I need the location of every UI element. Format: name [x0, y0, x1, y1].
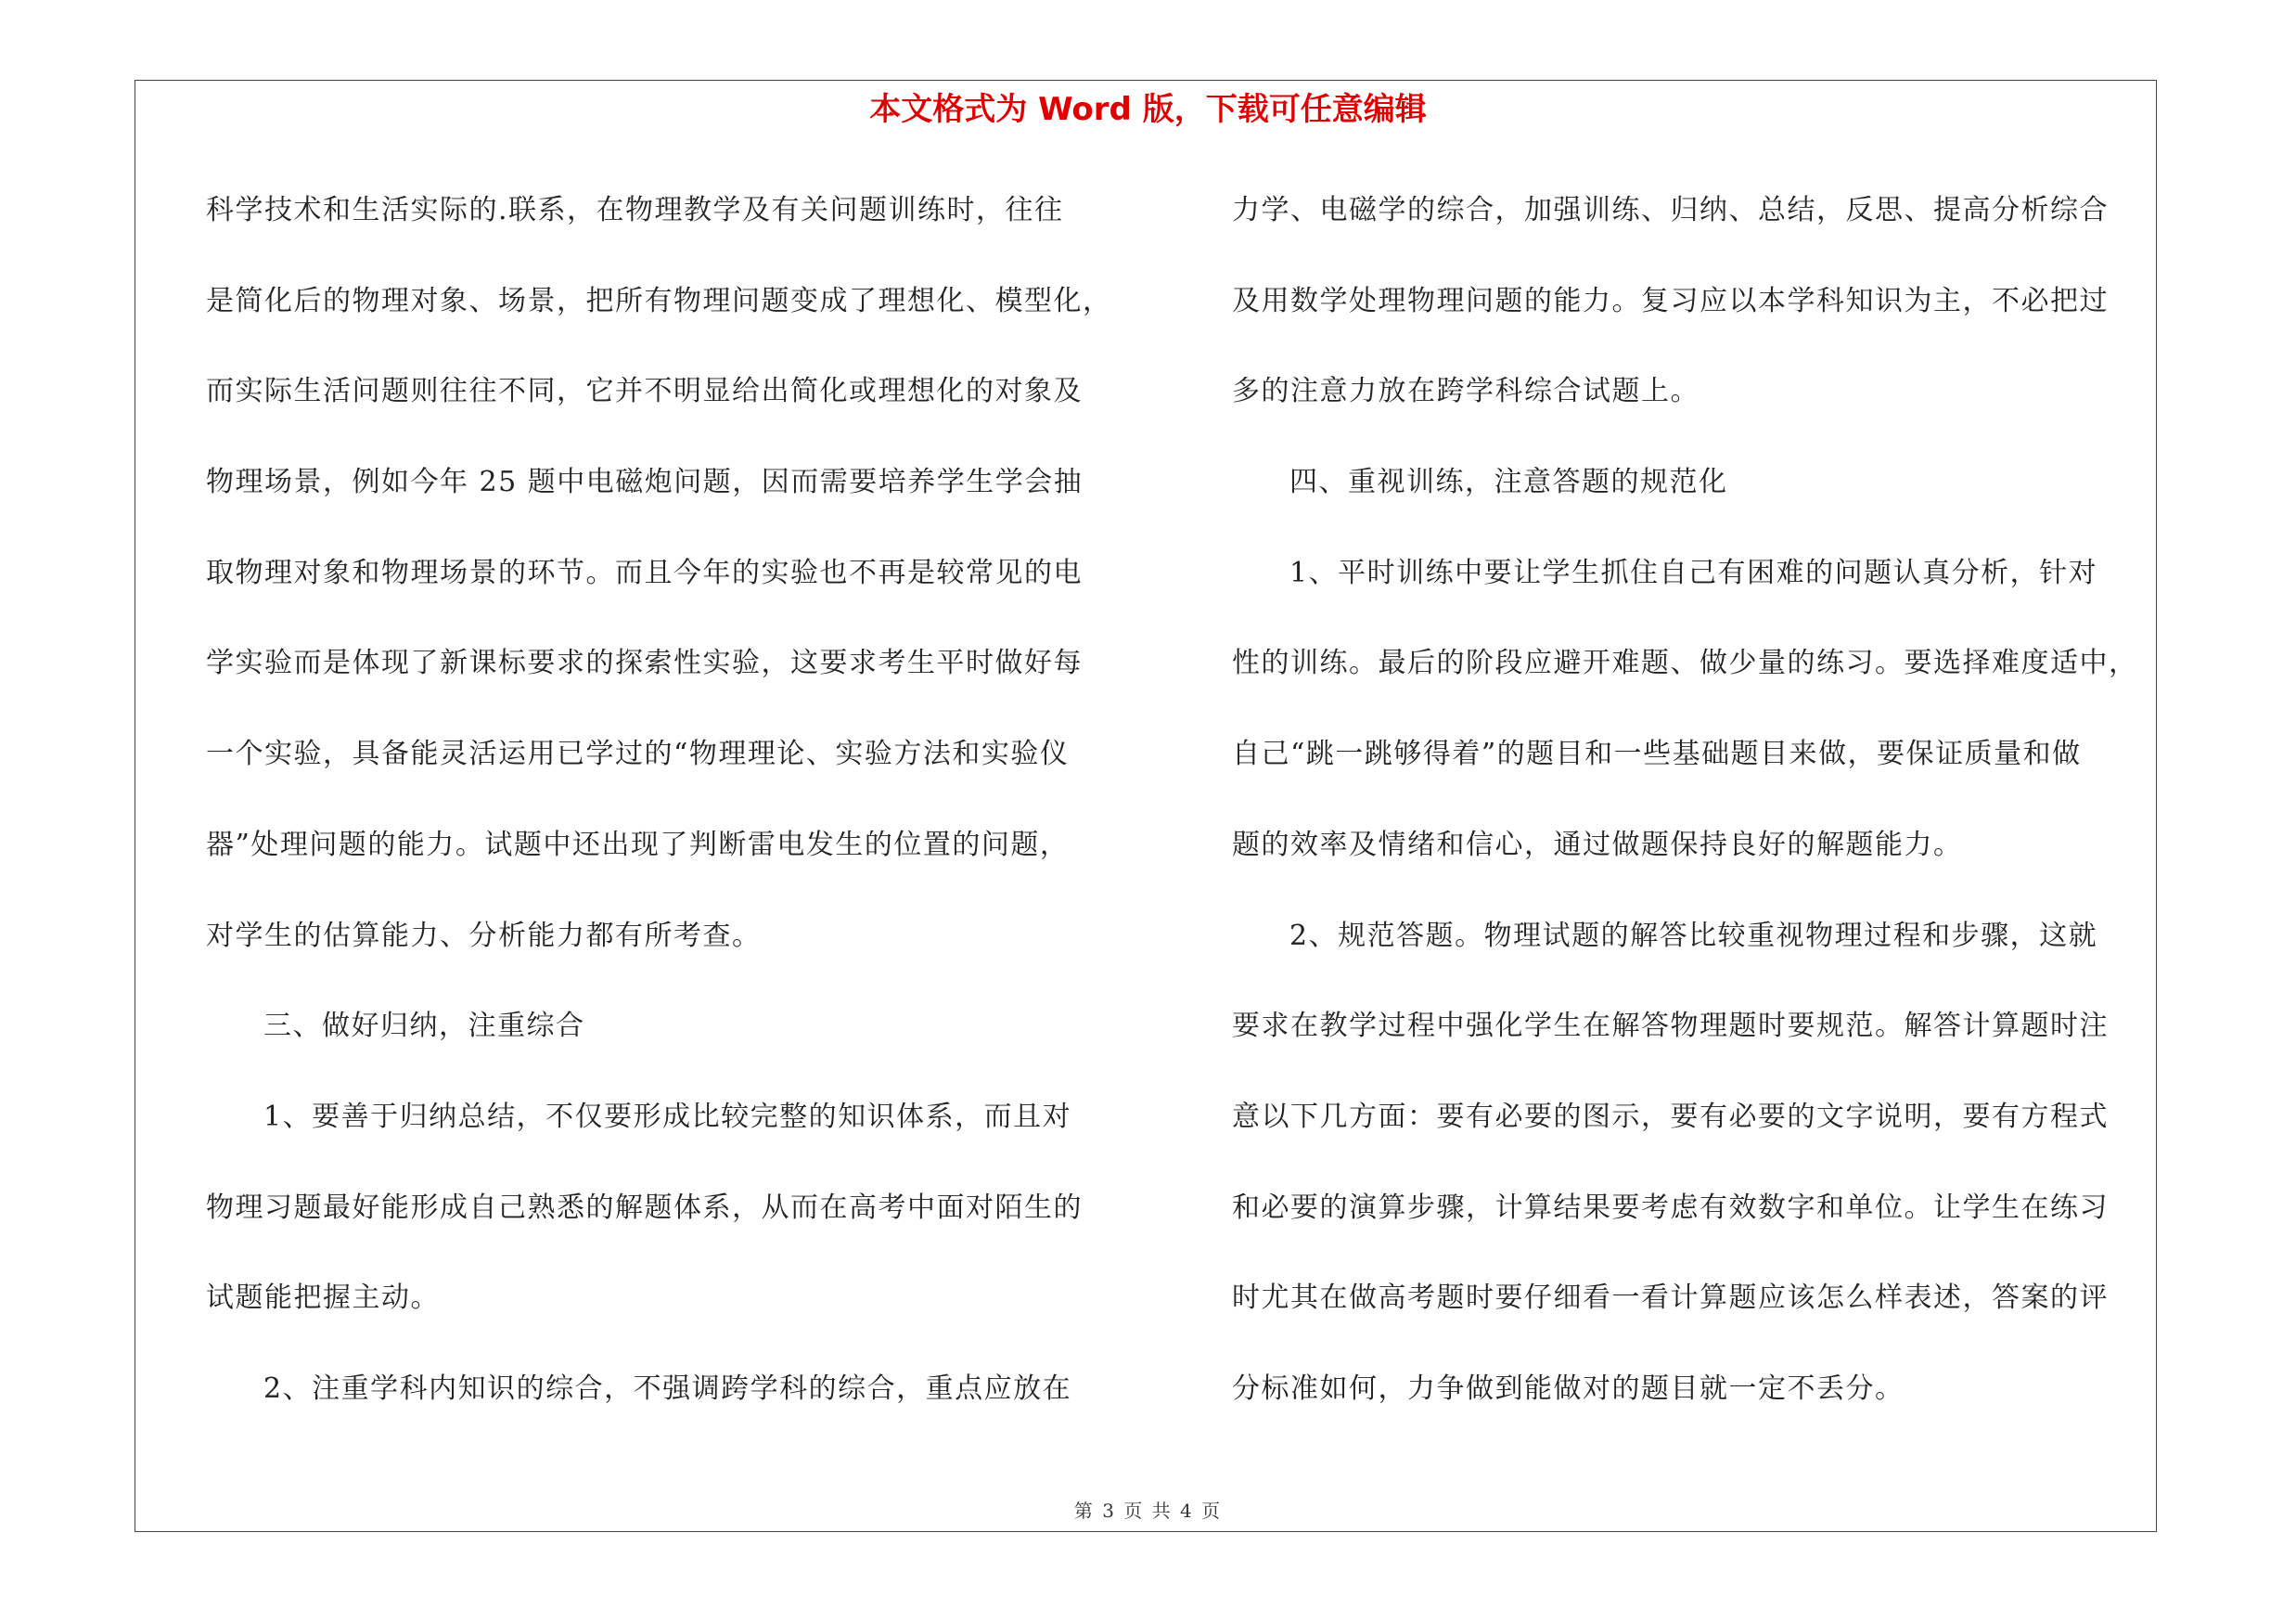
text-line: 多的注意力放在跨学科综合试题上。 [1232, 375, 1700, 408]
text-line: 物理场景，例如今年 25 题中电磁炮问题，因而需要培养学生学会抽 [206, 466, 1084, 499]
text-line: 分标准如何，力争做到能做对的题目就一定不丢分。 [1232, 1372, 1905, 1405]
text-line: 四、重视训练，注意答题的规范化 [1289, 466, 1728, 499]
right-column [1232, 186, 2169, 1455]
text-line: 对学生的估算能力、分析能力都有所考查。 [206, 919, 762, 952]
text-line: 试题能把握主动。 [206, 1282, 440, 1315]
text-line: 2、规范答题。物理试题的解答比较重视物理过程和步骤，这就 [1289, 919, 2098, 952]
text-line: 题的效率及情绪和信心，通过做题保持良好的解题能力。 [1232, 828, 1963, 861]
text-line: 和必要的演算步骤，计算结果要考虑有效数字和单位。让学生在练习 [1232, 1191, 2109, 1224]
page-number: 第 3 页 共 4 页 [1073, 1500, 1223, 1522]
text-line: 自己“跳一跳够得着”的题目和一些基础题目来做，要保证质量和做 [1232, 738, 2082, 771]
text-line: 意以下几方面：要有必要的图示，要有必要的文字说明，要有方程式 [1232, 1100, 2109, 1133]
text-line: 及用数学处理物理问题的能力。复习应以本学科知识为主，不必把过 [1232, 284, 2109, 317]
text-line: 性的训练。最后的阶段应避开难题、做少量的练习。要选择难度适中， [1232, 647, 2138, 680]
text-line: 三、做好归纳，注重综合 [263, 1010, 585, 1043]
text-line: 力学、电磁学的综合，加强训练、归纳、总结，反思、提高分析综合 [1232, 194, 2109, 226]
text-line: 学实验而是体现了新课标要求的探索性实验，这要求考生平时做好每 [206, 647, 1083, 680]
text-line: 1、平时训练中要让学生抓住自己有困难的问题认真分析，针对 [1289, 556, 2098, 589]
text-line: 器”处理问题的能力。试题中还出现了判断雷电发生的位置的问题， [206, 828, 1070, 861]
text-line: 一个实验，具备能灵活运用已学过的“物理理论、实验方法和实验仪 [206, 738, 1070, 771]
text-line: 2、注重学科内知识的综合，不强调跨学科的综合，重点应放在 [263, 1372, 1072, 1405]
text-line: 时尤其在做高考题时要仔细看一看计算题应该怎么样表述，答案的评 [1232, 1282, 2109, 1315]
text-line: 而实际生活问题则往往不同，它并不明显给出简化或理想化的对象及 [206, 375, 1083, 408]
text-line: 是简化后的物理对象、场景，把所有物理问题变成了理想化、模型化， [206, 284, 1112, 317]
left-column [206, 186, 1143, 1455]
text-line: 1、要善于归纳总结，不仅要形成比较完整的知识体系，而且对 [263, 1100, 1072, 1133]
text-line: 要求在教学过程中强化学生在解答物理题时要规范。解答计算题时注 [1232, 1010, 2109, 1043]
text-line: 科学技术和生活实际的.联系，在物理教学及有关问题训练时，往往 [206, 194, 1064, 226]
header-banner: 本文格式为 Word 版，下载可任意编辑 [869, 91, 1427, 128]
text-line: 物理习题最好能形成自己熟悉的解题体系，从而在高考中面对陌生的 [206, 1191, 1083, 1224]
text-line: 取物理对象和物理场景的环节。而且今年的实验也不再是较常见的电 [206, 556, 1083, 589]
